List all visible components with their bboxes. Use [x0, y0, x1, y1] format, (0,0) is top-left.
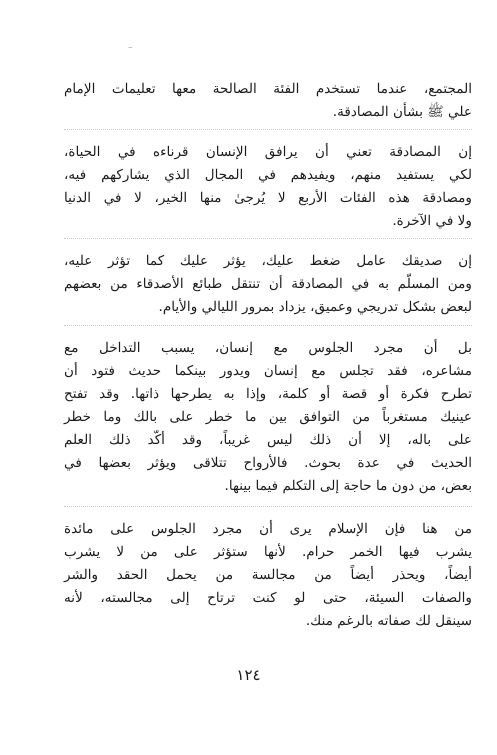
top-mark: – [128, 43, 133, 53]
text-line: الحديث في عدة بحوث. فالأرواح تتلاقى ويؤثر بعضها في [64, 455, 472, 471]
text-line: أيضاً، ويحذر أيضاً من مجالسة من يحمل الحقد والشر [64, 567, 472, 583]
text-line: من هنا فإن الإسلام يرى أن مجرد الجلوس على مائدة [64, 521, 472, 537]
paragraph-3 [64, 250, 472, 319]
paragraph-1 [64, 78, 472, 124]
text-line: يشرب فيها الخمر حرام. لأنها ستؤثر على من لا يشرب [64, 544, 472, 560]
text-line: إن المصادقة تعني أن يرافق الإنسان قرناءه في الحياة، [64, 144, 472, 160]
paragraph-4 [64, 337, 472, 498]
paragraph-5 [64, 518, 472, 633]
text-line: ولا في الآخرة. [392, 213, 472, 229]
text-line: على باله، إلا أن ذلك ليس غريباً، وقد أكّد ذلك العلم [64, 432, 472, 448]
text-line: عينيك مستغرباً من التوافق بين ما خطر على بالك وما خطر [64, 409, 472, 425]
text-line: بل أن مجرد الجلوس مع إنسان، يسبب التداخل مع [64, 340, 472, 356]
text-line: بعض، من دون ما حاجة إلى التكلم فيما بينها. [224, 478, 472, 494]
text-line: لكي يستفيد منهم، ويفيدهم في المجال الذي يشاركهم فيه، [64, 167, 472, 183]
paragraph-divider [64, 129, 472, 130]
text-line: المجتمع، عندما تستخدم الفئة الصالحة معها تعليمات الإمام [64, 81, 472, 97]
text-line: ومصادقة هذه الفئات الأربع لا يُرجىٰ منها الخير، لا في الدنيا [64, 190, 472, 206]
text-line: مشاعره، فقد تجلس مع إنسان ويدور بينكما حديث فتود أن [64, 363, 472, 379]
text-line: سينقل لك صفاته بالرغم منك. [305, 613, 472, 629]
text-line: إن صديقك عامل ضغط عليك، يؤثر عليك كما تؤثر عليه، [64, 253, 472, 269]
paragraph-2 [64, 141, 472, 233]
text-line: تطرح فكرة أو قصة أو كلمة، وإذا به يطرحها ذاتها. وقد تفتح [64, 386, 472, 402]
paragraph-divider [64, 325, 472, 326]
paragraph-divider [64, 506, 472, 507]
text-line: والصفات السيئة، حتى لو كنت ترتاح إلى مجالسته، لأنه [64, 590, 472, 606]
text-line: لبعض بشكل تدريجي وعميق، يزداد بمرور الليالي والأيام. [158, 299, 472, 315]
page-number: ١٢٤ [236, 666, 261, 684]
text-line: ومن المسلّم به في المصادقة أن تنتقل طبائع الأصدقاء من بعضهم [64, 276, 472, 292]
paragraph-divider [64, 238, 472, 239]
text-line: علي ﷺ بشأن المصادقة. [332, 104, 472, 120]
